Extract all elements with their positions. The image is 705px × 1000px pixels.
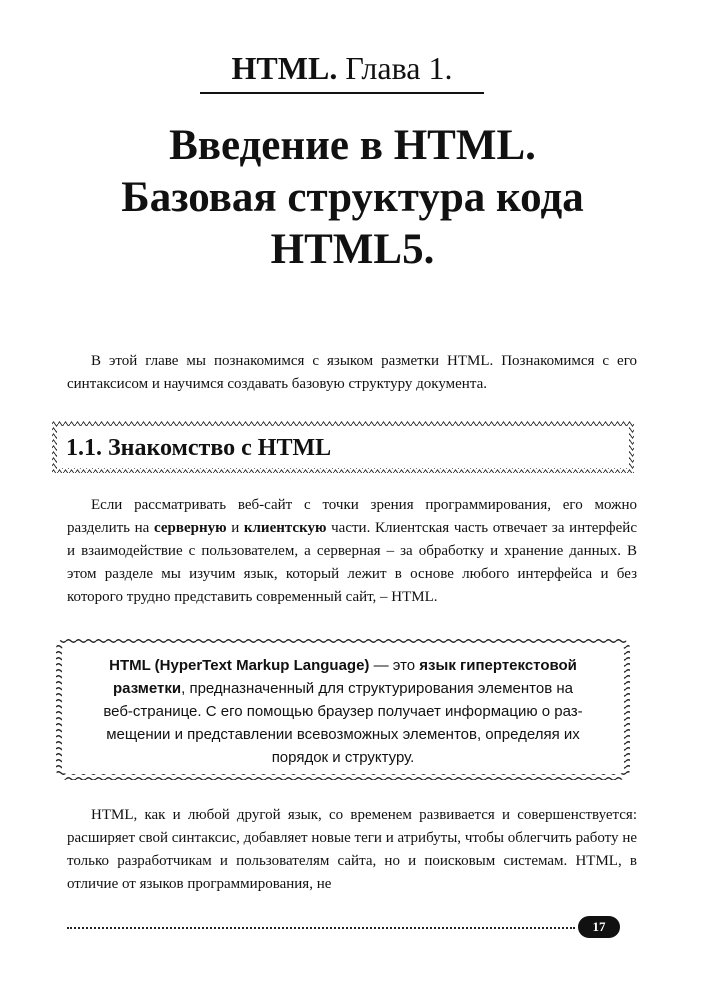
definition-line: , предназначенный для структурирования элементов на — [181, 680, 573, 697]
definition-line: порядок и структуру. — [271, 749, 415, 766]
definition-line: мещении и представлении всевозможных элементов, определяя их — [106, 726, 580, 743]
definition-bold-phrase: язык гипертекстовой — [419, 657, 577, 674]
chapter-header-html: HTML. — [231, 50, 338, 86]
section-heading: 1.1. Знакомство с HTML — [66, 435, 332, 461]
page-number-badge: 17 — [578, 916, 620, 938]
chapter-header — [200, 48, 484, 94]
paragraph-text: и — [226, 520, 244, 536]
definition-box — [56, 638, 630, 780]
chapter-title-line: HTML5. — [270, 226, 435, 273]
intro-text: В этой главе мы познакомимся с языком разметки HTML. Познакомимся с его синтаксисом и научимся создавать базовую структуру документа. — [67, 353, 637, 392]
chapter-title-line: Введение в HTML. — [169, 122, 536, 169]
paragraph-text: части. Клиентская часть отвечает за интерфейс и взаимодействие с пользователем, а серверная – за обработку и хранение данных. В этом разделе мы изучим язык, который лежит в основе любого интерфейса и без которого трудно представить современный сайт, – HTML. — [67, 520, 637, 605]
paragraph-text: HTML, как и любой другой язык, со временем развивается и совершенствуется: расширяет свой синтаксис, добавляет новые теги и атрибуты, чтобы облегчить работу не только разработчикам и пользователям сайта, но и поисковым системам. HTML, в отличие от языков программирования, не — [67, 807, 637, 892]
chapter-title — [40, 120, 665, 276]
definition-bold-phrase: разметки — [113, 680, 182, 697]
definition-term: HTML (HyperText Markup Language) — [109, 657, 370, 674]
chapter-header-number: Глава 1. — [337, 50, 453, 86]
term-client: клиентскую — [243, 520, 327, 536]
definition-line: веб-странице. С его помощью браузер получает информацию о раз- — [103, 703, 583, 720]
term-server: серверную — [154, 520, 227, 536]
body-paragraph-2 — [67, 804, 637, 896]
definition-connector: — это — [369, 657, 420, 674]
paragraph-text: Если рассматривать веб-сайт с точки зрения программирования, его можно разделить на — [67, 497, 637, 536]
intro-paragraph — [67, 350, 637, 396]
footer-dotted-rule — [67, 927, 575, 929]
definition-text — [64, 654, 622, 769]
body-paragraph-1 — [67, 494, 637, 609]
section-heading-box — [52, 421, 634, 473]
chapter-title-line: Базовая структура кода — [121, 174, 584, 221]
